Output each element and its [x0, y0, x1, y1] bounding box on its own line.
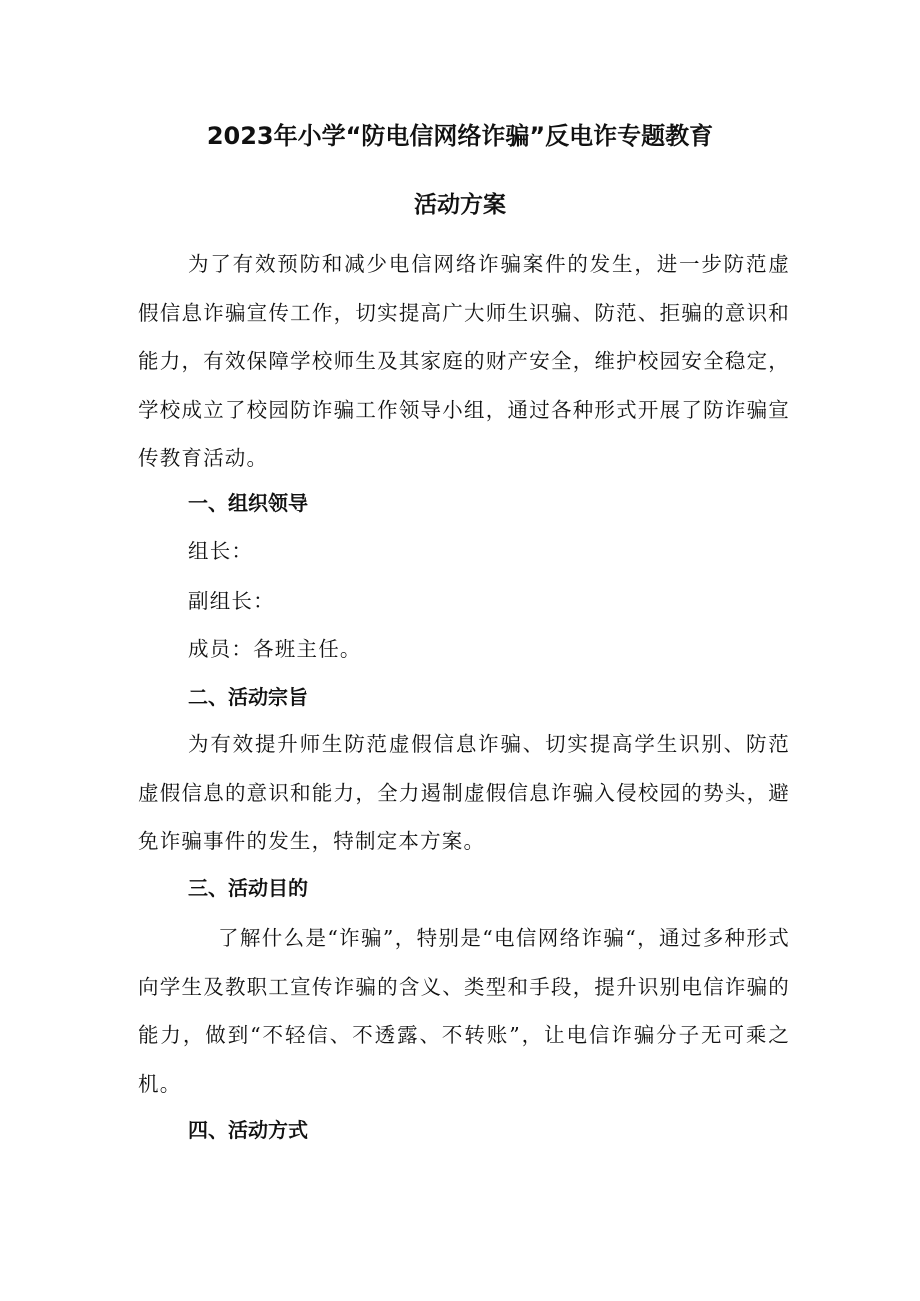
document-title-line1: 2023年小学“防电信网络诈骗”反电诈专题教育 — [206, 122, 714, 150]
leader-line: 组长： — [188, 539, 254, 563]
intro-paragraph: 为了有效预防和减少电信网络诈骗案件的发生，进一步防范虚假信息诈骗宣传工作，切实提高广大师生识骗、防范、拒骗的意识和能力，有效保障学校师生及其家庭的财产安全，维护校园安全稳定，学校成立了校园防诈骗工作领导小组，通过各种形式开展了防诈骗宣传教育活动。 — [138, 252, 790, 470]
members-line: 成员：各班主任。 — [188, 637, 362, 661]
document-title-line2: 活动方案 — [414, 192, 506, 218]
section2-paragraph: 为有效提升师生防范虚假信息诈骗、切实提高学生识别、防范虚假信息的意识和能力，全力遏制虚假信息诈骗入侵校园的势头，避免诈骗事件的发生，特制定本方案。 — [138, 732, 790, 853]
section4-heading: 四、活动方式 — [188, 1118, 308, 1142]
section3-paragraph: 了解什么是“诈骗”，特别是“电信网络诈骗“，通过多种形式向学生及教职工宣传诈骗的含义、类型和手段，提升识别电信诈骗的能力，做到“不轻信、不透露、不转账”，让电信诈骗分子无可乘之机。 — [138, 926, 790, 1096]
section1-heading: 一、组织领导 — [188, 491, 308, 515]
section2-heading: 二、活动宗旨 — [188, 685, 308, 709]
deputy-leader-line: 副组长： — [188, 589, 275, 613]
section3-heading: 三、活动目的 — [188, 876, 308, 900]
